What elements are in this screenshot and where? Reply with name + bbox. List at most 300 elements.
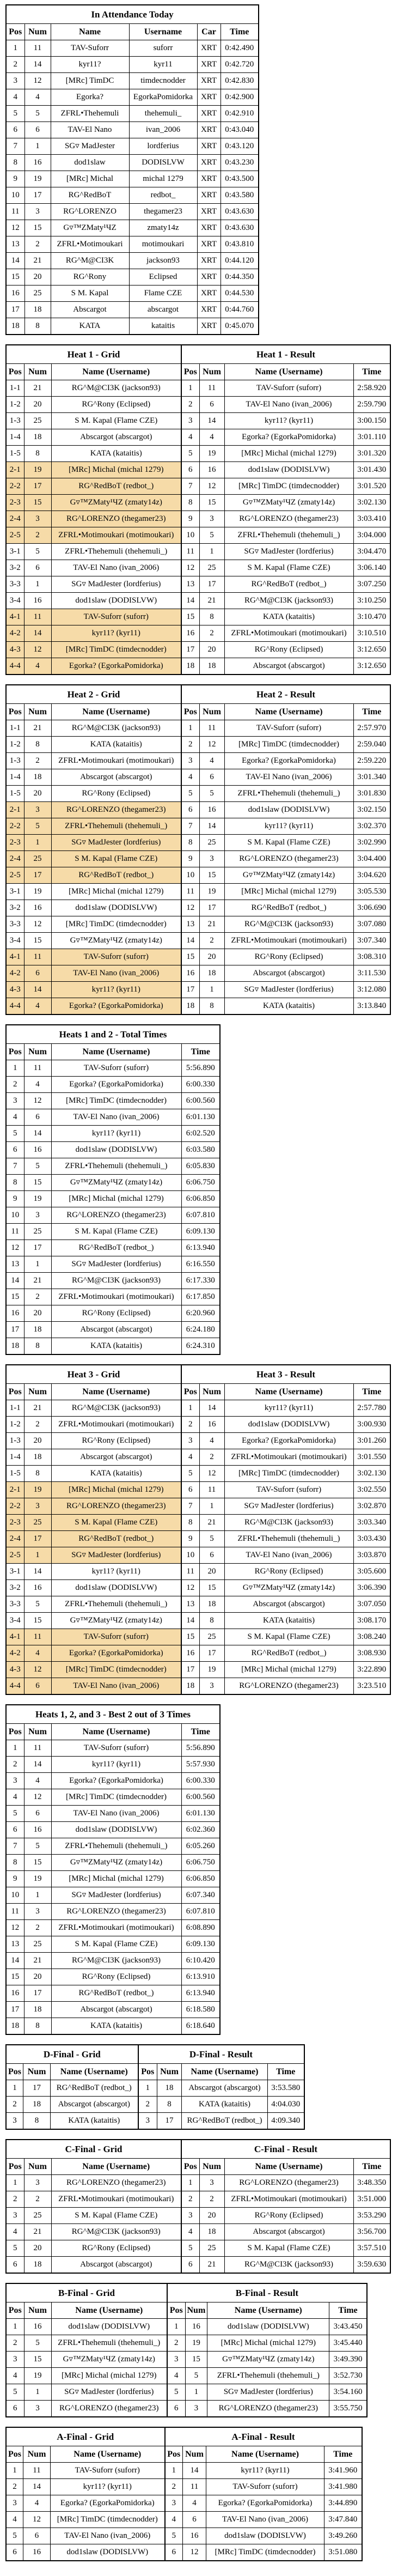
table-row bbox=[6, 220, 259, 236]
table-row bbox=[6, 527, 181, 544]
cell-time: 6:18.640 bbox=[181, 2018, 220, 2035]
cell-pos: 1 bbox=[6, 2319, 24, 2335]
a-final-section bbox=[5, 2427, 398, 2561]
cell-name: RG^M@CI3K bbox=[51, 253, 129, 269]
cell-time: 3:02.550 bbox=[353, 1482, 390, 1498]
cell-pos: 1 bbox=[6, 2175, 24, 2191]
cell-pos: 1-1 bbox=[6, 380, 24, 397]
cell-name-username: ZFRL•Thehemuli (thehemuli_) bbox=[51, 2335, 167, 2352]
cell-name-username: Abscargot (abscargot) bbox=[224, 1596, 353, 1613]
cell-num: 8 bbox=[199, 609, 224, 625]
cell-username: zmaty14z bbox=[129, 220, 197, 236]
cell-pos: 1-3 bbox=[6, 1433, 24, 1449]
table-row bbox=[6, 2191, 181, 2208]
table-row bbox=[6, 965, 181, 982]
cell-num: 16 bbox=[185, 2319, 207, 2335]
column-header-name-username: Name (Username) bbox=[51, 1044, 181, 1060]
cell-name-username: SG▿ MadJester (lordferius) bbox=[51, 2384, 167, 2401]
best-2-of-3-table bbox=[5, 1704, 221, 2035]
cell-pos: 9 bbox=[6, 1871, 24, 1887]
cell-time: 3:06.690 bbox=[353, 900, 390, 916]
cell-name-username: dod1slaw (DODISLVW) bbox=[51, 1580, 181, 1596]
cell-pos: 5 bbox=[181, 2240, 199, 2257]
table-title: Heat 1 - Grid bbox=[6, 345, 181, 364]
cell-num: 15 bbox=[24, 1855, 51, 1871]
cell-username: DODISLVW bbox=[129, 155, 197, 171]
cell-time: 3:51.000 bbox=[353, 2191, 390, 2208]
cell-time: 3:55.750 bbox=[329, 2401, 367, 2417]
cell-pos: 4 bbox=[167, 2368, 185, 2384]
cell-name-username: RG^LORENZO (thegamer23) bbox=[51, 1207, 181, 1224]
cell-name-username: KATA (kataitis) bbox=[224, 609, 353, 625]
cell-time: 3:01.830 bbox=[353, 786, 390, 802]
cell-num: 3 bbox=[24, 1904, 51, 1920]
table-row bbox=[181, 737, 390, 753]
column-header-name: Name bbox=[51, 24, 129, 40]
cell-name-username: SG▿ MadJester (lordferius) bbox=[51, 1256, 181, 1273]
table-row bbox=[6, 933, 181, 949]
cell-car: XRT bbox=[197, 138, 221, 155]
cell-num: 12 bbox=[24, 916, 51, 933]
cell-pos: 6 bbox=[165, 2544, 183, 2561]
column-header-num: Num bbox=[199, 364, 224, 380]
column-header-pos: Pos bbox=[6, 1044, 24, 1060]
cell-pos: 4 bbox=[6, 1109, 24, 1126]
cell-pos: 6 bbox=[181, 2257, 199, 2274]
cell-name-username: G▿™ZMaty¹ЧZ (zmaty14z) bbox=[207, 2352, 329, 2368]
table-row bbox=[181, 1515, 390, 1531]
cell-pos: 17 bbox=[181, 642, 199, 658]
cell-name-username: RG^Rony (Eclipsed) bbox=[224, 2208, 353, 2224]
table-row bbox=[165, 2479, 362, 2495]
cell-pos: 12 bbox=[6, 220, 25, 236]
cell-time: 0:42.720 bbox=[221, 57, 259, 73]
cell-name-username: KATA (kataitis) bbox=[224, 1613, 353, 1629]
table-row bbox=[6, 1855, 220, 1871]
column-header-time: Time bbox=[329, 2302, 367, 2319]
cell-name: kyr11? bbox=[51, 57, 129, 73]
cell-time: 0:43.810 bbox=[221, 236, 259, 253]
cell-num: 6 bbox=[24, 965, 51, 982]
table-row bbox=[6, 1789, 220, 1806]
cell-time: 3:04.470 bbox=[353, 544, 390, 560]
cell-name-username: TAV-El Nano (ivan_2006) bbox=[51, 965, 181, 982]
cell-num: 3 bbox=[199, 1678, 224, 1695]
cell-name-username: dod1slaw (DODISLVW) bbox=[224, 802, 353, 818]
table-row bbox=[6, 884, 181, 900]
cell-pos: 4 bbox=[6, 2512, 23, 2528]
cell-username: thegamer23 bbox=[129, 204, 197, 220]
cell-name-username: dod1slaw (DODISLVW) bbox=[207, 2319, 329, 2335]
cell-pos: 15 bbox=[181, 1629, 199, 1645]
cell-pos: 11 bbox=[6, 204, 25, 220]
cell-num: 25 bbox=[24, 1936, 51, 1953]
table-row bbox=[6, 1740, 220, 1757]
cell-num: 5 bbox=[25, 106, 51, 122]
cell-car: XRT bbox=[197, 269, 221, 285]
cell-name-username: ZFRL•Thehemuli (thehemuli_) bbox=[51, 1158, 181, 1175]
cell-time: 0:43.580 bbox=[221, 187, 259, 204]
cell-pos: 12 bbox=[6, 1920, 24, 1936]
cell-pos: 7 bbox=[181, 1498, 199, 1515]
cell-pos: 8 bbox=[6, 1175, 24, 1191]
cell-name-username: Egorka? (EgorkaPomidorka) bbox=[51, 2495, 165, 2512]
table-row bbox=[6, 2528, 165, 2544]
cell-pos: 13 bbox=[6, 1936, 24, 1953]
cell-pos: 6 bbox=[181, 462, 199, 478]
table-row bbox=[6, 900, 181, 916]
cell-car: XRT bbox=[197, 285, 221, 302]
table-row bbox=[6, 2544, 165, 2561]
cell-name-username: [MRc] TimDC (timdecnodder) bbox=[51, 916, 181, 933]
cell-time: 6:00.560 bbox=[181, 1789, 220, 1806]
cell-time: 0:43.500 bbox=[221, 171, 259, 187]
cell-pos: 7 bbox=[6, 138, 25, 155]
cell-num: 17 bbox=[25, 187, 51, 204]
cell-name-username: dod1slaw (DODISLVW) bbox=[51, 1822, 181, 1838]
cell-time: 3:02.130 bbox=[353, 495, 390, 511]
cell-name: [MRc] TimDC bbox=[51, 73, 129, 89]
table-row bbox=[6, 1191, 220, 1207]
cell-name-username: RG^LORENZO (thegamer23) bbox=[51, 511, 181, 527]
table-row bbox=[6, 397, 181, 413]
cell-time: 6:02.360 bbox=[181, 1822, 220, 1838]
table-row bbox=[6, 818, 181, 835]
cell-num: 14 bbox=[23, 2479, 51, 2495]
cell-time: 3:44.890 bbox=[324, 2495, 362, 2512]
cell-pos: 9 bbox=[6, 1191, 24, 1207]
b-final-grid-table bbox=[5, 2283, 168, 2417]
cell-num: 21 bbox=[24, 1273, 51, 1289]
cell-pos: 2-3 bbox=[6, 495, 24, 511]
cell-pos: 15 bbox=[181, 949, 199, 965]
cell-num: 19 bbox=[24, 1482, 51, 1498]
cell-pos: 11 bbox=[181, 884, 199, 900]
cell-name-username: ZFRL•Motimoukari (motimoukari) bbox=[51, 1920, 181, 1936]
cell-num: 25 bbox=[24, 413, 51, 429]
cell-name-username: Egorka? (EgorkaPomidorka) bbox=[224, 429, 353, 446]
table-row bbox=[6, 2240, 181, 2257]
cell-time: 3:01.550 bbox=[353, 1449, 390, 1466]
cell-num: 5 bbox=[24, 1838, 51, 1855]
cell-pos: 1 bbox=[165, 2463, 183, 2479]
table-row bbox=[6, 269, 259, 285]
cell-num: 14 bbox=[199, 1400, 224, 1417]
cell-time: 3:10.510 bbox=[353, 625, 390, 642]
cell-pos: 12 bbox=[181, 900, 199, 916]
column-header-name-username: Name (Username) bbox=[51, 1384, 181, 1400]
table-row bbox=[6, 171, 259, 187]
cell-num: 8 bbox=[24, 737, 51, 753]
cell-name-username: KATA (kataitis) bbox=[51, 1466, 181, 1482]
table-row bbox=[181, 720, 390, 737]
cell-name-username: ZFRL•Thehemuli (thehemuli_) bbox=[51, 818, 181, 835]
table-row bbox=[6, 1273, 220, 1289]
cell-pos: 1 bbox=[6, 1060, 24, 1077]
table-row bbox=[181, 2224, 390, 2240]
cell-num: 25 bbox=[199, 1629, 224, 1645]
cell-time: 3:06.390 bbox=[353, 1580, 390, 1596]
table-row bbox=[181, 802, 390, 818]
cell-name-username: kyr11? (kyr11) bbox=[51, 2479, 165, 2495]
heat-2-result-table bbox=[181, 684, 391, 1015]
cell-pos: 4-2 bbox=[6, 1645, 24, 1662]
cell-num: 20 bbox=[25, 269, 51, 285]
cell-pos: 14 bbox=[181, 593, 199, 609]
cell-num: 3 bbox=[185, 2401, 207, 2417]
cell-pos: 3 bbox=[6, 2352, 24, 2368]
cell-num: 1 bbox=[199, 1498, 224, 1515]
cell-name-username: ZFRL•Thehemuli (thehemuli_) bbox=[224, 527, 353, 544]
cell-num: 21 bbox=[25, 253, 51, 269]
cell-num: 18 bbox=[199, 965, 224, 982]
cell-pos: 3-3 bbox=[6, 576, 24, 593]
cell-name-username: Egorka? (EgorkaPomidorka) bbox=[51, 1645, 181, 1662]
table-row bbox=[6, 122, 259, 138]
cell-pos: 18 bbox=[6, 318, 25, 335]
table-row bbox=[167, 2319, 367, 2335]
cell-num: 21 bbox=[24, 720, 51, 737]
cell-username: EgorkaPomidorka bbox=[129, 89, 197, 106]
cell-name-username: dod1slaw (DODISLVW) bbox=[51, 1142, 181, 1158]
table-row bbox=[6, 998, 181, 1015]
cell-num: 18 bbox=[23, 2097, 51, 2113]
cell-pos: 15 bbox=[6, 1969, 24, 1985]
cell-num: 3 bbox=[25, 204, 51, 220]
cell-time: 6:18.580 bbox=[181, 2002, 220, 2018]
cell-num: 18 bbox=[199, 658, 224, 675]
cell-name-username: RG^LORENZO (thegamer23) bbox=[51, 802, 181, 818]
cell-num: 14 bbox=[25, 57, 51, 73]
cell-num: 6 bbox=[24, 1109, 51, 1126]
table-row bbox=[165, 2463, 362, 2479]
cell-num: 15 bbox=[199, 867, 224, 884]
cell-pos: 7 bbox=[6, 1838, 24, 1855]
cell-name-username: TAV-Suforr (suforr) bbox=[51, 609, 181, 625]
cell-time: 6:00.330 bbox=[181, 1077, 220, 1093]
cell-num: 2 bbox=[199, 933, 224, 949]
cell-num: 21 bbox=[24, 1400, 51, 1417]
table-row bbox=[181, 1645, 390, 1662]
cell-time: 0:44.760 bbox=[221, 302, 259, 318]
cell-pos: 2-5 bbox=[6, 1547, 24, 1564]
table-row bbox=[181, 818, 390, 835]
cell-name-username: Abscargot (abscargot) bbox=[51, 769, 181, 786]
cell-name: RG^Rony bbox=[51, 269, 129, 285]
cell-pos: 5 bbox=[6, 106, 25, 122]
table-row bbox=[6, 2002, 220, 2018]
cell-time: 3:10.250 bbox=[353, 593, 390, 609]
cell-pos: 9 bbox=[181, 1531, 199, 1547]
table-row bbox=[6, 57, 259, 73]
cell-num: 5 bbox=[24, 544, 51, 560]
cell-time: 3:22.890 bbox=[353, 1662, 390, 1678]
cell-num: 19 bbox=[25, 171, 51, 187]
cell-name-username: kyr11? (kyr11) bbox=[51, 1564, 181, 1580]
cell-name-username: RG^RedBoT (redbot_) bbox=[182, 2113, 268, 2130]
cell-num: 4 bbox=[183, 2495, 206, 2512]
cell-pos: 9 bbox=[181, 511, 199, 527]
cell-num: 11 bbox=[24, 1060, 51, 1077]
cell-pos: 3-4 bbox=[6, 1613, 24, 1629]
cell-pos: 2 bbox=[6, 2097, 23, 2113]
cell-time: 6:03.580 bbox=[181, 1142, 220, 1158]
cell-pos: 5 bbox=[165, 2528, 183, 2544]
table-row bbox=[181, 2208, 390, 2224]
cell-num: 12 bbox=[24, 642, 51, 658]
cell-name-username: RG^RedBoT (redbot_) bbox=[224, 1645, 353, 1662]
cell-num: 17 bbox=[199, 576, 224, 593]
cell-pos: 11 bbox=[181, 544, 199, 560]
cell-num: 21 bbox=[199, 1515, 224, 1531]
cell-pos: 8 bbox=[181, 495, 199, 511]
b-final-section bbox=[5, 2283, 398, 2417]
cell-name-username: Abscargot (abscargot) bbox=[224, 2224, 353, 2240]
cell-pos: 14 bbox=[6, 1953, 24, 1969]
table-row bbox=[165, 2528, 362, 2544]
cell-pos: 6 bbox=[6, 1142, 24, 1158]
cell-time: 0:42.910 bbox=[221, 106, 259, 122]
cell-name-username: TAV-Suforr (suforr) bbox=[51, 1740, 181, 1757]
cell-num: 2 bbox=[199, 1449, 224, 1466]
cell-num: 1 bbox=[199, 544, 224, 560]
column-header-name-username: Name (Username) bbox=[224, 2159, 353, 2175]
a-final-result-table bbox=[164, 2427, 363, 2561]
cell-name-username: Abscargot (abscargot) bbox=[51, 429, 181, 446]
cell-username: motimoukari bbox=[129, 236, 197, 253]
cell-name-username: RG^Rony (Eclipsed) bbox=[224, 1564, 353, 1580]
cell-time: 6:06.750 bbox=[181, 1855, 220, 1871]
cell-name-username: Abscargot (abscargot) bbox=[51, 2097, 138, 2113]
table-row bbox=[6, 1773, 220, 1789]
attendance-section bbox=[5, 4, 398, 335]
cell-pos: 5 bbox=[6, 2528, 23, 2544]
table-row bbox=[138, 2113, 304, 2130]
cell-num: 8 bbox=[157, 2097, 182, 2113]
cell-pos: 1 bbox=[6, 2080, 23, 2097]
cell-num: 15 bbox=[185, 2352, 207, 2368]
cell-time: 0:43.040 bbox=[221, 122, 259, 138]
cell-num: 21 bbox=[199, 916, 224, 933]
cell-pos: 18 bbox=[181, 1678, 199, 1695]
cell-name-username: Egorka? (EgorkaPomidorka) bbox=[51, 1773, 181, 1789]
cell-username: abscargot bbox=[129, 302, 197, 318]
cell-name-username: RG^LORENZO (thegamer23) bbox=[224, 851, 353, 867]
table-title: Heat 2 - Grid bbox=[6, 685, 181, 704]
table-row bbox=[181, 1678, 390, 1695]
column-header-car: Car bbox=[197, 24, 221, 40]
cell-name: [MRc] Michal bbox=[51, 171, 129, 187]
cell-name-username: G▿™ZMaty¹ЧZ (zmaty14z) bbox=[224, 1580, 353, 1596]
cell-pos: 6 bbox=[167, 2401, 185, 2417]
cell-name-username: SG▿ MadJester (lordferius) bbox=[207, 2384, 329, 2401]
table-row bbox=[6, 867, 181, 884]
cell-pos: 12 bbox=[181, 1580, 199, 1596]
cell-name-username: RG^M@CI3K (jackson93) bbox=[51, 720, 181, 737]
cell-name-username: RG^RedBoT (redbot_) bbox=[51, 478, 181, 495]
table-row bbox=[181, 1564, 390, 1580]
cell-pos: 3-3 bbox=[6, 916, 24, 933]
cell-pos: 1-4 bbox=[6, 429, 24, 446]
table-row bbox=[6, 2113, 138, 2130]
cell-num: 5 bbox=[199, 1531, 224, 1547]
heat-2-grid-table bbox=[5, 684, 182, 1015]
cell-pos: 18 bbox=[181, 658, 199, 675]
cell-pos: 2 bbox=[6, 2479, 23, 2495]
cell-pos: 13 bbox=[6, 1256, 24, 1273]
d-final-result-table bbox=[138, 2044, 305, 2130]
cell-num: 1 bbox=[24, 835, 51, 851]
cell-num: 11 bbox=[199, 1482, 224, 1498]
cell-num: 25 bbox=[24, 1224, 51, 1240]
cell-time: 3:02.990 bbox=[353, 835, 390, 851]
column-header-pos: Pos bbox=[181, 1384, 199, 1400]
cell-name-username: TAV-El Nano (ivan_2006) bbox=[51, 1678, 181, 1695]
cell-num: 25 bbox=[24, 2208, 51, 2224]
cell-pos: 8 bbox=[6, 1855, 24, 1871]
table-row bbox=[6, 1338, 220, 1355]
column-header-num: Num bbox=[157, 2064, 182, 2080]
cell-pos: 1 bbox=[181, 1400, 199, 1417]
cell-name-username: dod1slaw (DODISLVW) bbox=[51, 2319, 167, 2335]
cell-num: 12 bbox=[199, 478, 224, 495]
cell-name-username: S M. Kapal (Flame CZE) bbox=[51, 1224, 181, 1240]
cell-num: 18 bbox=[25, 302, 51, 318]
cell-num: 11 bbox=[24, 1629, 51, 1645]
table-row bbox=[6, 642, 181, 658]
cell-pos: 3-3 bbox=[6, 1596, 24, 1613]
cell-pos: 4-2 bbox=[6, 625, 24, 642]
table-row bbox=[181, 576, 390, 593]
cell-name-username: SG▿ MadJester (lordferius) bbox=[51, 1887, 181, 1904]
cell-car: XRT bbox=[197, 40, 221, 57]
cell-name-username: Abscargot (abscargot) bbox=[51, 2257, 181, 2274]
cell-time: 2:59.790 bbox=[353, 397, 390, 413]
cell-name-username: dod1slaw (DODISLVW) bbox=[224, 1417, 353, 1433]
cell-name-username: TAV-Suforr (suforr) bbox=[51, 949, 181, 965]
cell-name-username: [MRc] Michal (michal 1279) bbox=[51, 462, 181, 478]
cell-time: 6:13.910 bbox=[181, 1969, 220, 1985]
table-row bbox=[181, 446, 390, 462]
cell-name-username: S M. Kapal (Flame CZE) bbox=[51, 851, 181, 867]
cell-name-username: RG^M@CI3K (jackson93) bbox=[51, 1400, 181, 1417]
cell-car: XRT bbox=[197, 73, 221, 89]
cell-pos: 4 bbox=[165, 2512, 183, 2528]
table-row bbox=[181, 593, 390, 609]
cell-name-username: Egorka? (EgorkaPomidorka) bbox=[206, 2495, 324, 2512]
cell-name-username: SG▿ MadJester (lordferius) bbox=[224, 544, 353, 560]
cell-name-username: [MRc] TimDC (timdecnodder) bbox=[51, 642, 181, 658]
cell-num: 15 bbox=[24, 1175, 51, 1191]
cell-pos: 5 bbox=[181, 446, 199, 462]
cell-name: SG▿ MadJester bbox=[51, 138, 129, 155]
cell-time: 3:03.340 bbox=[353, 1515, 390, 1531]
cell-pos: 1-5 bbox=[6, 1466, 24, 1482]
cell-pos: 3-2 bbox=[6, 560, 24, 576]
cell-pos: 8 bbox=[181, 835, 199, 851]
column-header-username: Username bbox=[129, 24, 197, 40]
cell-name-username: G▿™ZMaty¹ЧZ (zmaty14z) bbox=[51, 495, 181, 511]
cell-name-username: ZFRL•Motimoukari (motimoukari) bbox=[51, 1289, 181, 1305]
table-row bbox=[6, 1077, 220, 1093]
table-row bbox=[6, 560, 181, 576]
cell-pos: 4-4 bbox=[6, 998, 24, 1015]
cell-pos: 1-2 bbox=[6, 397, 24, 413]
cell-num: 14 bbox=[24, 625, 51, 642]
column-header-num: Num bbox=[24, 2159, 51, 2175]
cell-pos: 4-3 bbox=[6, 642, 24, 658]
table-row bbox=[6, 1175, 220, 1191]
